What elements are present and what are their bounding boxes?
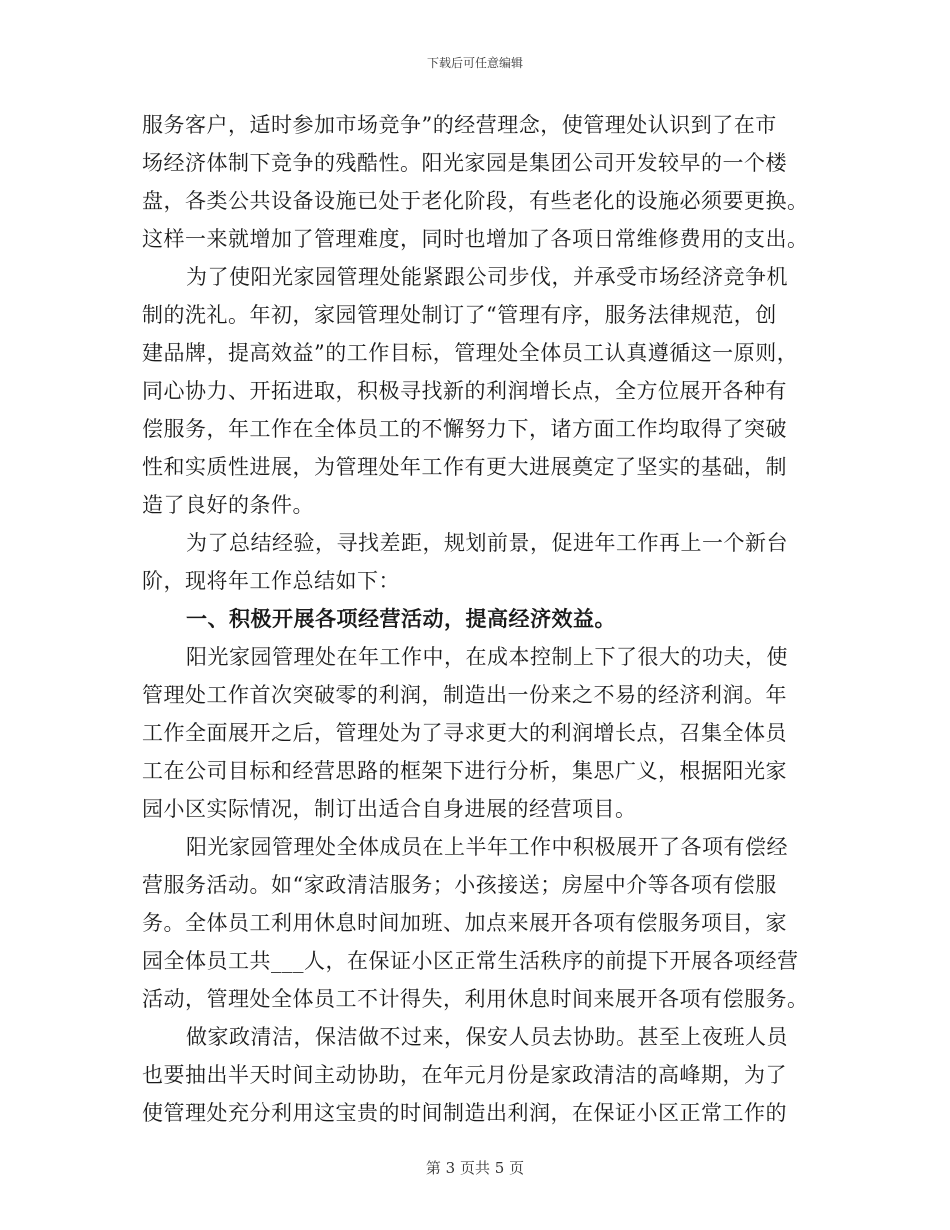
paragraph-start-line: 为了使阳光家园管理处能紧跟公司步伐，并承受市场经济竞争机 [186,265,788,289]
text-line: 同心协力、开拓进取，积极寻找新的利润增长点，全方位展开各种有 [142,379,787,403]
text-line: 性和实质性进展，为管理处年工作有更大进展奠定了坚实的基础，制 [142,455,787,479]
text-line: 偿服务，年工作在全体员工的不懈努力下，诸方面工作均取得了突破 [142,417,787,441]
text-line: 营服务活动。如“家政清洁服务；小孩接送；房屋中介等各项有偿服 [142,873,777,897]
text-line: 活动，管理处全体员工不计得失，利用休息时间来展开各项有偿服务。 [142,987,809,1011]
text-line: 园全体员工共___人，在保证小区正常生活秩序的前提下开展各项经营 [142,949,799,973]
section-heading: 一、积极开展各项经营活动，提高经济效益。 [186,606,616,631]
document-body [142,106,808,1132]
text-line: 这样一来就增加了管理难度，同时也增加了各项日常维修费用的支出。 [142,227,809,251]
text-line: 管理处工作首次突破零的利润，制造出一份来之不易的经济利润。年 [142,683,787,707]
text-line: 使管理处充分利用这宝贵的时间制造出利润，在保证小区正常工作的 [142,1101,787,1125]
paragraph-start-line: 阳光家园管理处全体成员在上半年工作中积极展开了各项有偿经 [186,835,788,859]
text-line: 造了良好的条件。 [142,493,314,517]
paragraph-start-line: 阳光家园管理处在年工作中，在成本控制上下了很大的功夫，使 [186,645,788,669]
text-line: 也要抽出半天时间主动协助，在年元月份是家政清洁的高峰期，为了 [142,1063,787,1087]
text-line: 制的洗礼。年初，家园管理处制订了“管理有序，服务法律规范，创 [142,303,777,327]
text-line: 工作全面展开之后，管理处为了寻求更大的利润增长点，召集全体员 [142,721,787,745]
text-line: 服务客户，适时参加市场竞争”的经营理念，使管理处认识到了在市 [142,113,777,137]
text-line: 场经济体制下竞争的残酷性。阳光家园是集团公司开发较早的一个楼 [142,151,787,175]
paragraph-start-line: 为了总结经验，寻找差距，规划前景，促进年工作再上一个新台 [186,531,788,555]
text-line: 工在公司目标和经营思路的框架下进行分析，集思广义，根据阳光家 [142,759,787,783]
page-number-footer: 第 3 页共 5 页 [425,1159,525,1177]
paragraph-start-line: 做家政清洁，保洁做不过来，保安人员去协助。甚至上夜班人员 [186,1025,788,1049]
text-line: 务。全体员工利用休息时间加班、加点来展开各项有偿服务项目，家 [142,911,787,935]
text-line: 园小区实际情况，制订出适合自身进展的经营项目。 [142,797,637,821]
page-header: 下载后可任意编辑 [426,56,523,70]
text-line: 建品牌，提高效益”的工作目标，管理处全体员工认真遵循这一原则， [142,341,799,365]
text-line: 阶，现将年工作总结如下： [142,569,400,593]
text-line: 盘，各类公共设备设施已处于老化阶段，有些老化的设施必须要更换。 [142,189,809,213]
